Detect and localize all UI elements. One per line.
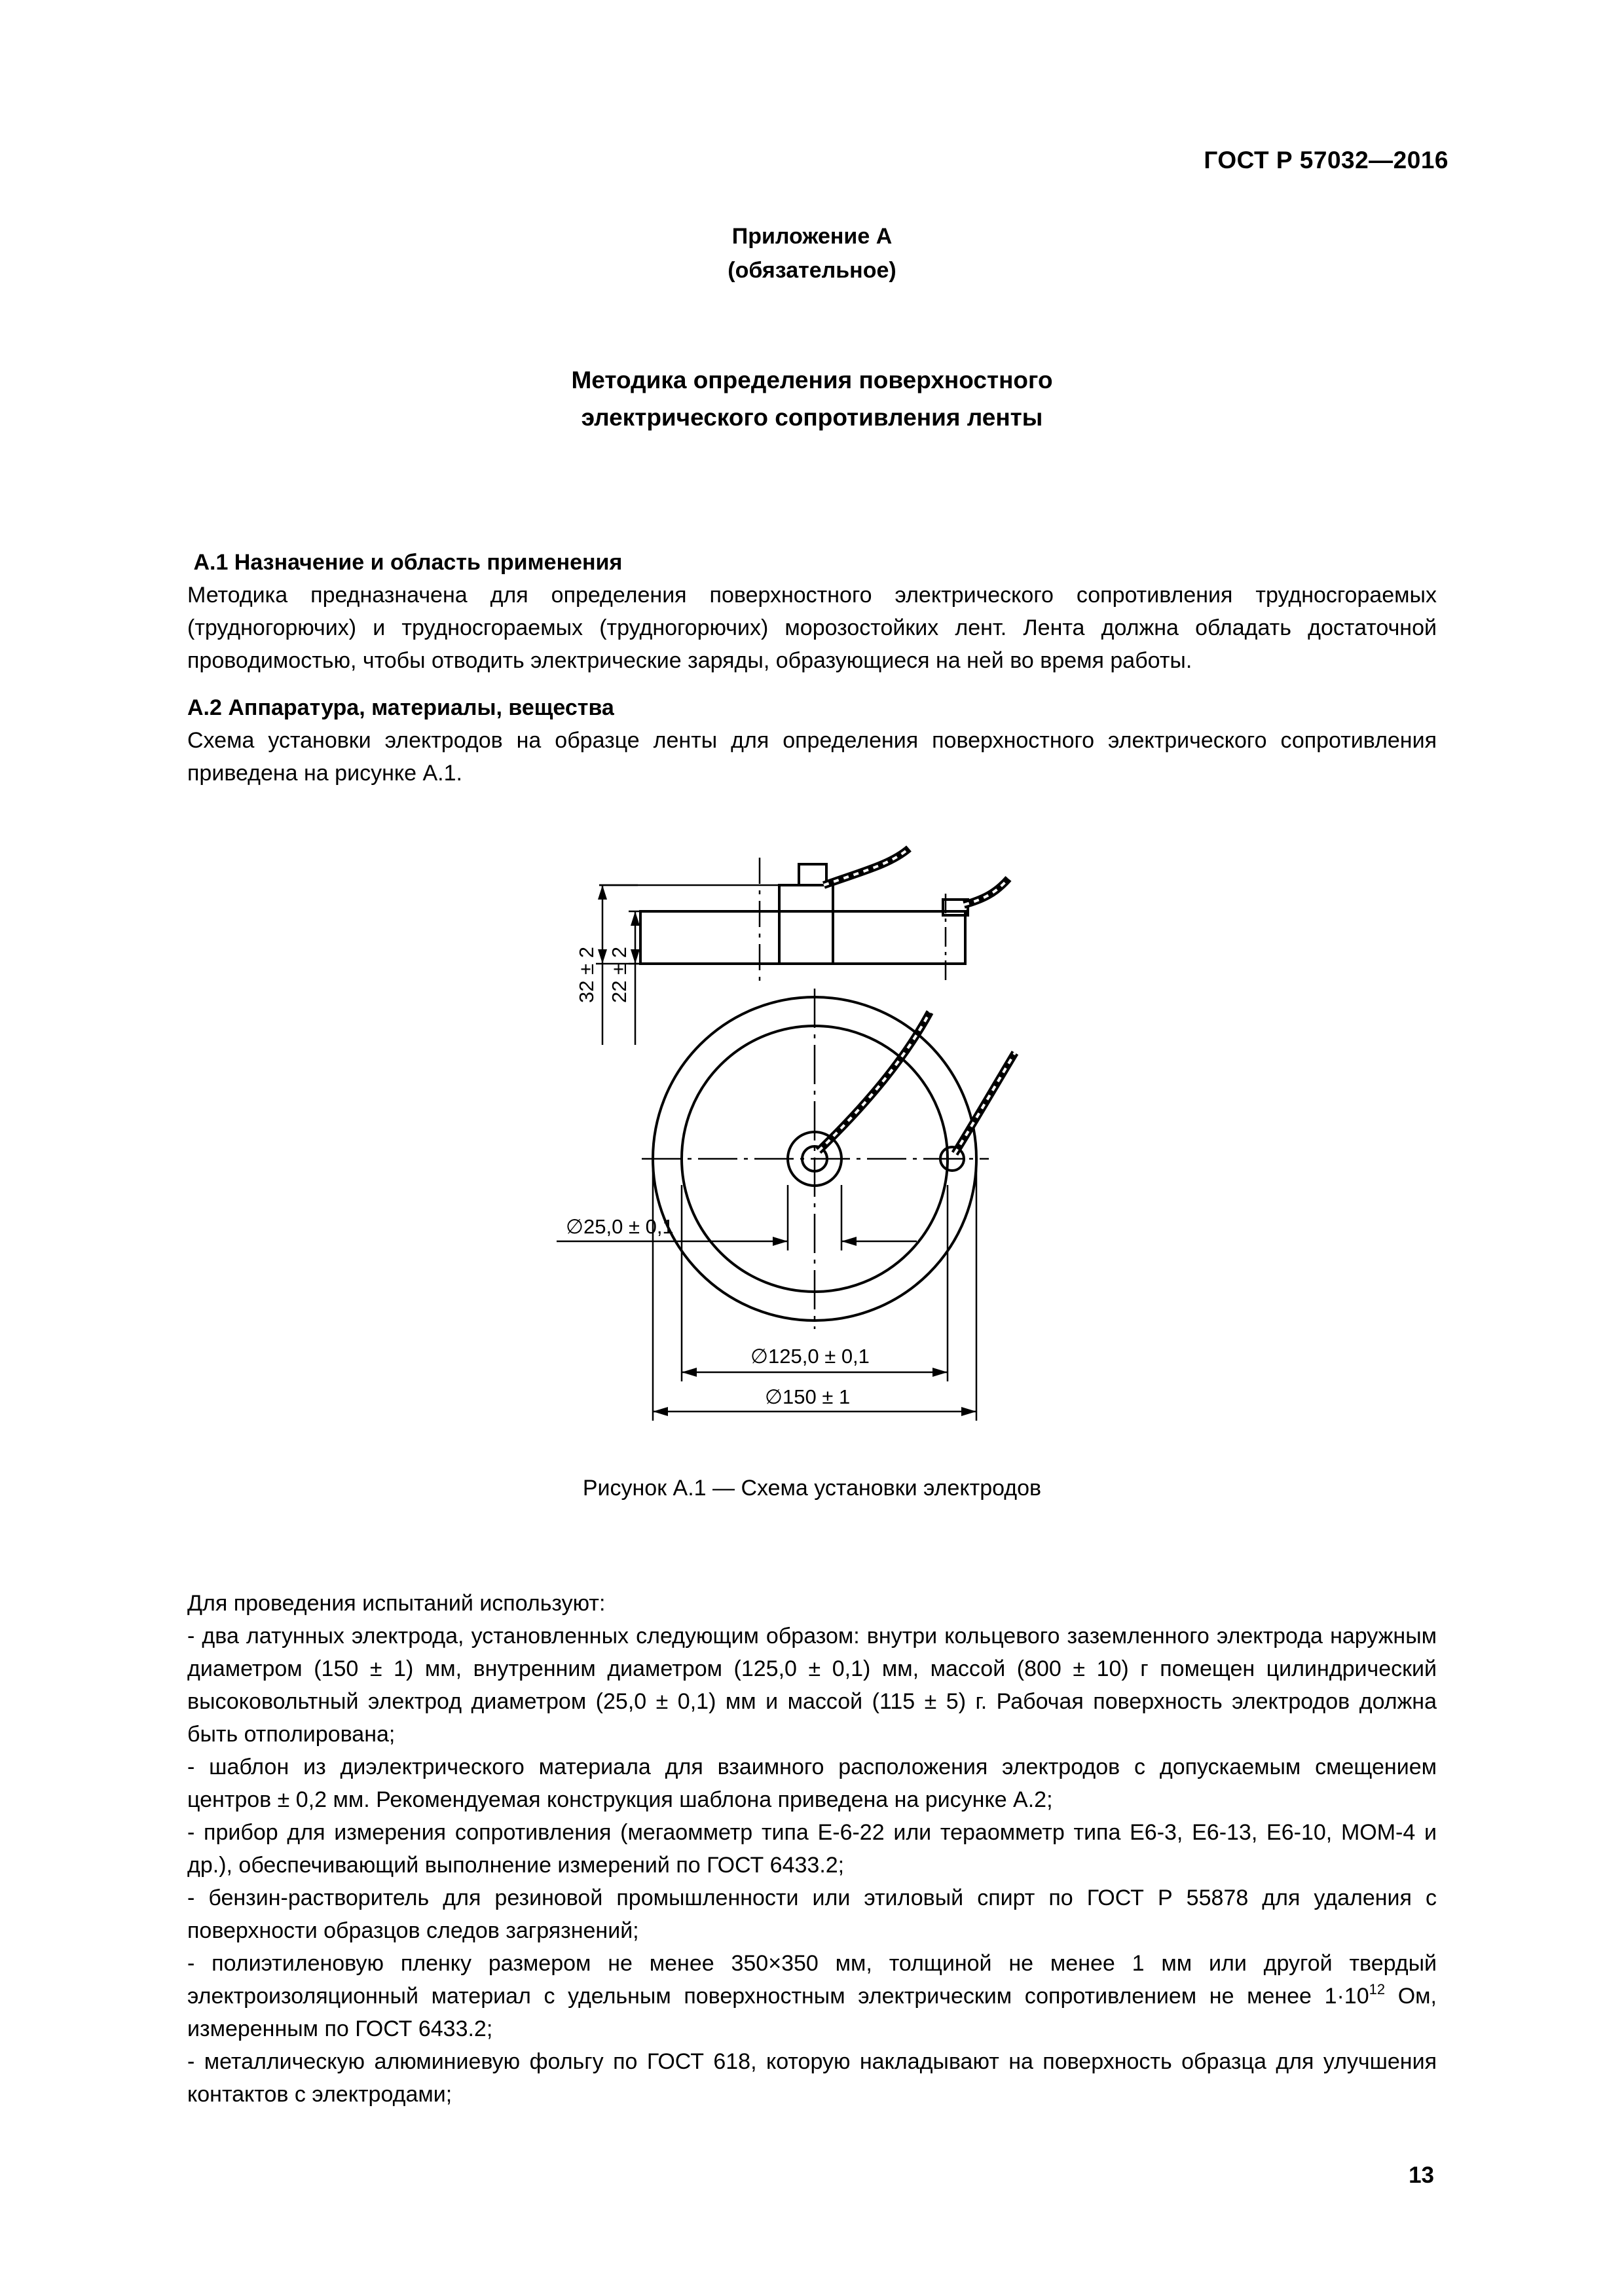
equipment-item-resistance-meter: - прибор для измерения сопротивления (мегаомметр типа Е-6-22 или тераомметр типа Е6-3, Е6-13, Е6-10, МОМ-4 и др.), обеспечивающий выполнение измерений по ГОСТ 6433.2; — [187, 1820, 1437, 1878]
method-title-line-2: электрического сопротивления ленты — [581, 404, 1043, 431]
outer-wire-side — [964, 879, 1008, 905]
equipment-item-foil: - металлическую алюминиевую фольгу по ГОСТ 618, которую накладывают на поверхность образца для улучшения контактов с электродами; — [187, 2049, 1437, 2107]
dimension-inner-diameter: ∅25,0 ± 0,1 — [566, 1215, 674, 1238]
equipment-list — [187, 1587, 1437, 2111]
figure-electrode-scheme — [498, 831, 1087, 1453]
page-number: 13 — [1409, 2162, 1434, 2188]
inner-wire-top — [819, 1012, 930, 1151]
section-a1 — [187, 546, 1437, 677]
equipment-item-film-text: - полиэтиленовую пленку размером не менее 350×350 мм, толщиной не менее 1 мм или другой твердый электроизоляционный материал с удельным поверхностным электрическим сопротивлением не менее 1·10 — [187, 1951, 1437, 2009]
figure-caption: Рисунок А.1 — Схема установки электродов — [582, 1476, 1042, 1501]
dimension-height-total: 32 ± 2 — [575, 947, 598, 1003]
dimension-height-inner: 22 ± 2 — [608, 947, 631, 1003]
equipment-item-electrodes: - два латунных электрода, установленных следующим образом: внутри кольцевого заземленного электрода наружным диаметром (150 ± 1) мм, внутренним диаметром (125,0 ± 0,1) мм, массой (800 ± 10) г помещен цилиндрический высоковольтный электрод диаметром (25,0 ± 0,1) мм и массой (115 ± 5) г. Рабочая поверхность электродов должна быть отполирована; — [187, 1624, 1437, 1747]
dimension-outer-diameter: ∅150 ± 1 — [765, 1385, 851, 1408]
section-a2-paragraph: Схема установки электродов на образце ленты для определения поверхностного электрического сопротивления приведена на рисунке А.1. — [187, 728, 1437, 786]
dimension-middle-diameter: ∅125,0 ± 0,1 — [750, 1345, 870, 1368]
method-title-line-1: Методика определения поверхностного — [571, 367, 1053, 393]
section-a2 — [187, 691, 1437, 790]
equipment-item-template: - шаблон из диэлектрического материала для взаимного расположения электродов с допускаемым смещением центров ± 0,2 мм. Рекомендуемая конструкция шаблона приведена на рисунке А.2; — [187, 1755, 1437, 1812]
appendix-title: Приложение А — [731, 224, 893, 249]
equipment-item-film-exponent: 12 — [1369, 1981, 1386, 1997]
section-a2-heading: А.2 Аппаратура, материалы, вещества — [187, 695, 614, 720]
section-a1-paragraph — [187, 579, 1437, 677]
section-a1-heading — [187, 546, 1437, 579]
section-a1-heading-text: А.1 Назначение и область применения — [193, 550, 623, 575]
equipment-item-solvent: - бензин-растворитель для резиновой промышленности или этиловый спирт по ГОСТ Р 55878 для удаления с поверхности образцов следов загрязнений; — [187, 1886, 1437, 1943]
equipment-item-film-text-end: Ом, измеренным по ГОСТ 6433.2; — [187, 1984, 1437, 2041]
standard-code: ГОСТ Р 57032—2016 — [1204, 147, 1449, 173]
outer-wire-top — [955, 1053, 1015, 1154]
inner-electrode-side-view — [779, 885, 833, 964]
appendix-status: (обязательное) — [728, 258, 896, 283]
inner-terminal-tab — [799, 864, 826, 885]
equipment-item-film — [187, 1947, 1437, 2045]
tape-side-view — [640, 911, 965, 964]
equipment-intro: Для проведения испытаний используют: — [187, 1591, 606, 1616]
section-a1-paragraph-text: Методика предназначена для определения поверхностного электрического сопротивления трудносгораемых (трудногорючих) и трудносгораемых (трудногорючих) морозостойких лент. Лента должна обладать достаточной проводимостью, чтобы отводить электрические заряды, образующиеся на ней во время работы. — [187, 583, 1437, 673]
